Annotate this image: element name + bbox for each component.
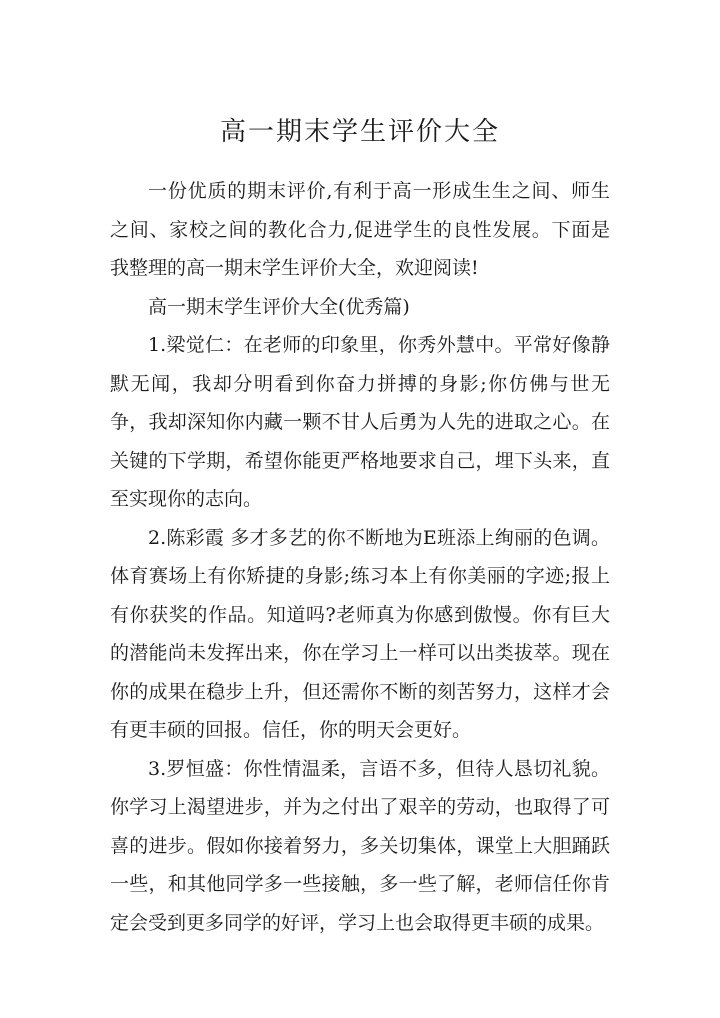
intro-paragraph: 一份优质的期末评价,有利于高一形成生生之间、师生之间、家校之间的教化合力,促进学生的良性发展。下面是我整理的高一期末学生评价大全，欢迎阅读!	[110, 180, 610, 279]
document-body	[110, 172, 610, 942]
evaluation-paragraph-3: 3.罗恒盛：你性情温柔，言语不多，但待人恳切礼貌。你学习上渴望进步，并为之付出了艰辛的劳动，也取得了可喜的进步。假如你接着努力，多关切集体，课堂上大胆踊跃一些，和其他同学多一些接触，多一些了解，老师信任你肯定会受到更多同学的好评，学习上也会取得更丰硕的成果。	[110, 757, 610, 934]
evaluation-paragraph-2: 2.陈彩霞 多才多艺的你不断地为E班添上绚丽的色调。体育赛场上有你矫捷的身影;练习本上有你美丽的字迹;报上有你获奖的作品。知道吗?老师真为你感到傲慢。你有巨大的潜能尚未发挥出来，你在学习上一样可以出类拔萃。现在你的成果在稳步上升，但还需你不断的刻苦努力，这样才会有更丰硕的回报。信任，你的明天会更好。	[110, 526, 610, 741]
document-title: 高一期末学生评价大全	[219, 117, 500, 147]
section-heading: 高一期末学生评价大全(优秀篇)	[148, 295, 410, 318]
evaluation-paragraph-1: 1.梁觉仁：在老师的印象里，你秀外慧中。平常好像静默无闻，我却分明看到你奋力拼搏的身影;你仿佛与世无争，我却深知你内藏一颗不甘人后勇为人先的进取之心。在关键的下学期，希望你能更严格地要求自己，埋下头来，直至实现你的志向。	[110, 334, 610, 510]
